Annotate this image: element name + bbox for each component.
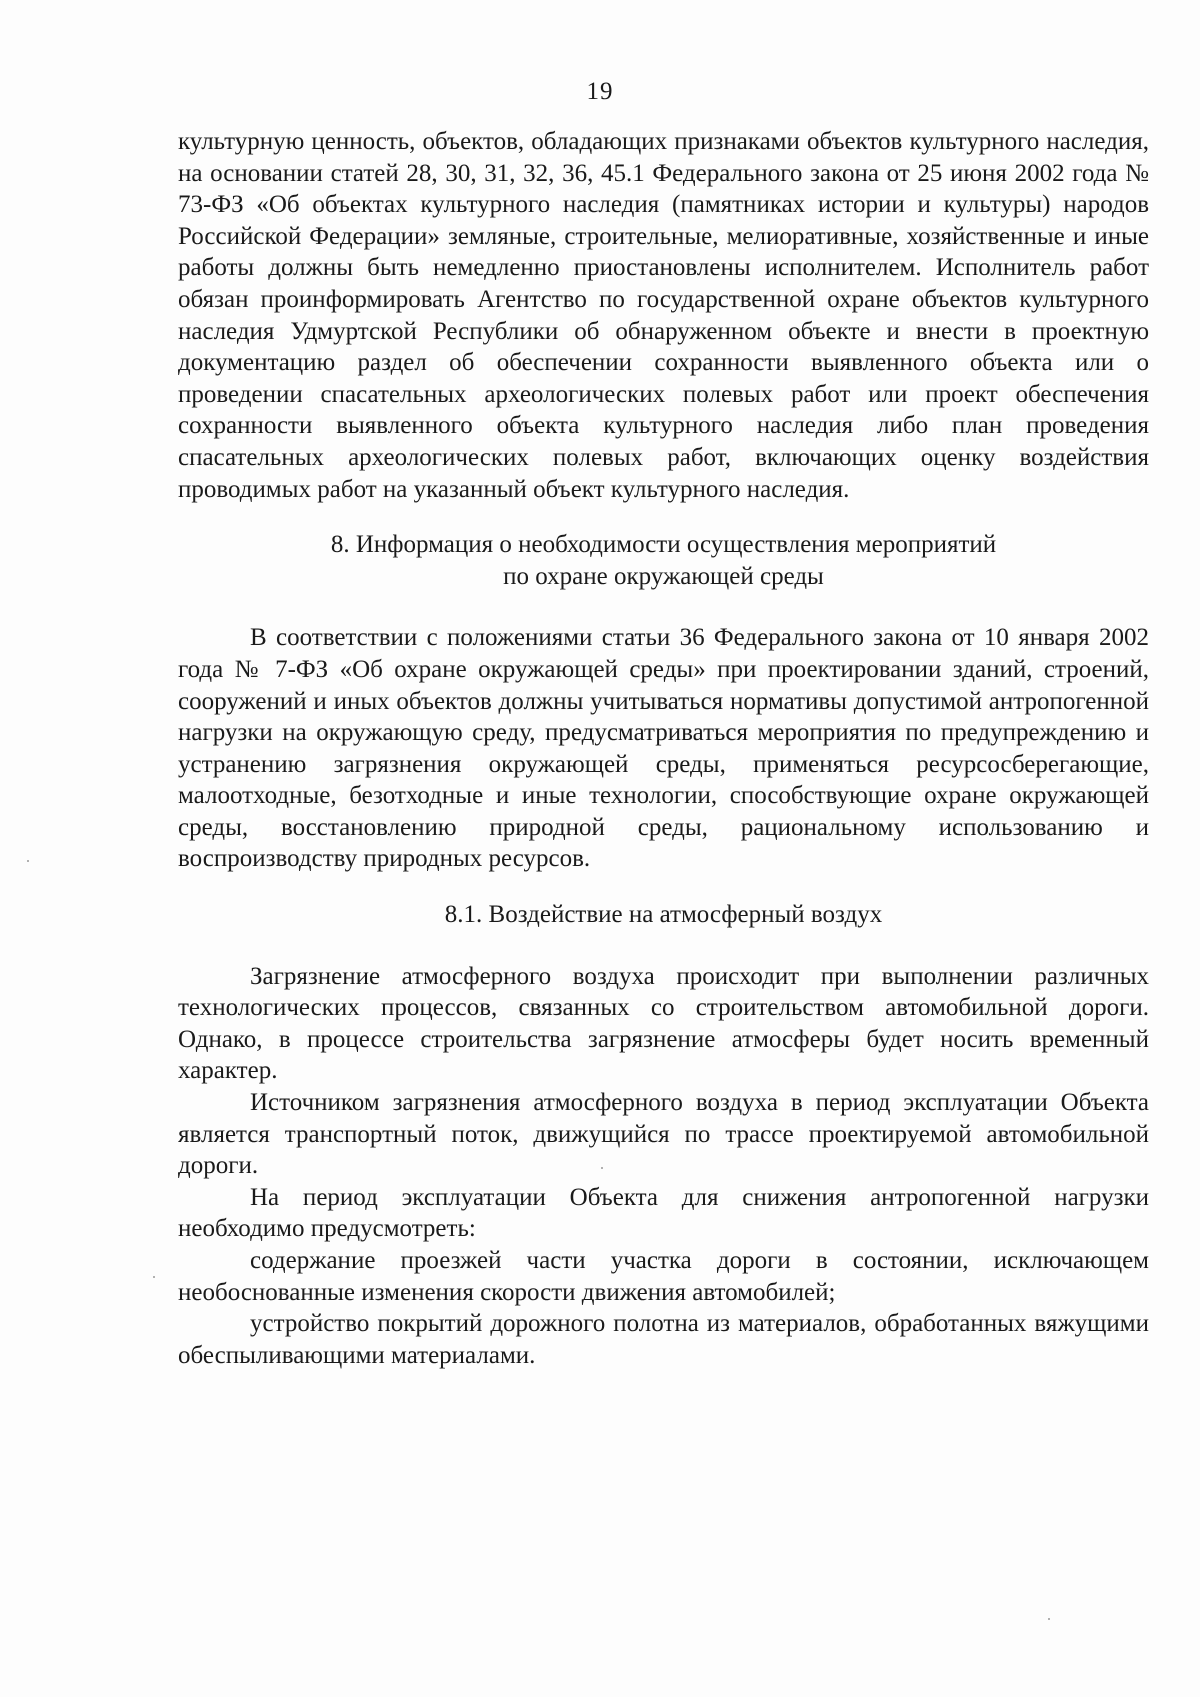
scan-speck: [601, 1167, 603, 1169]
section-8-paragraph: В соответствии с положениями статьи 36 Федерального закона от 10 января 2002 года № 7-ФЗ «Об охране окружающей среды» при проектировании зданий, строений, сооружений и иных объектов должны учитываться нормативы допустимой антропогенной нагрузки на окружающую среду, предусматриваться мероприятия по предупреждению и устранению загрязнения окружающей среды, применяться ресурсосберегающие, малоотходные, безотходные и иные технологии, способствующие охране окружающей среды, восстановлению природной среды, рациональному использованию и воспроизводству природных ресурсов.: [178, 624, 1149, 873]
scan-speck: [153, 1276, 155, 1278]
section-8-heading: [178, 529, 1149, 592]
section-8-1-list-item: устройство покрытий дорожного полотна из материалов, обработанных вяжущими обеспыливающими материалами.: [178, 1310, 1149, 1369]
section-8-1-heading: 8.1. Воздействие на атмосферный воздух: [444, 901, 883, 929]
page-number: 19: [586, 78, 614, 105]
section-8-heading-line-2: по охране окружающей среды: [503, 562, 824, 590]
section-8-1-paragraph: Источником загрязнения атмосферного воздуха в период эксплуатации Объекта является транспортный поток, движущийся по трассе проектируемой автомобильной дороги.: [178, 1089, 1149, 1180]
section-8-1-paragraph: На период эксплуатации Объекта для снижения антропогенной нагрузки необходимо предусмотреть:: [178, 1183, 1149, 1243]
section-8-1-list-item: содержание проезжей части участка дороги в состоянии, исключающем необоснованные изменения скорости движения автомобилей;: [178, 1247, 1149, 1306]
continuation-paragraph: культурную ценность, объектов, обладающих признаками объектов культурного наследия, на основании статей 28, 30, 31, 32, 36, 45.1 Федерального закона от 25 июня 2002 года № 73-ФЗ «Об объектах культурного наследия (памятниках истории и культуры) народов Российской Федерации» земляные, строительные, мелиоративные, хозяйственные и иные работы должны быть немедленно приостановлены исполнителем. Исполнитель работ обязан проинформировать Агентство по государственной охране объектов культурного наследия Удмуртской Республики об обнаруженном объекте и внести в проектную документацию раздел об обеспечении сохранности выявленного объекта или о проведении спасательных археологических полевых работ или проект обеспечения сохранности выявленного объекта культурного наследия либо план проведения спасательных археологических полевых работ, включающих оценку воздействия проводимых работ на указанный объект культурного наследия.: [178, 128, 1149, 503]
section-8-heading-line-1: 8. Информация о необходимости осуществления мероприятий: [330, 531, 997, 559]
document-body: [178, 126, 1149, 1371]
scan-speck: [1048, 1618, 1050, 1620]
section-8-1-paragraph: Загрязнение атмосферного воздуха происходит при выполнении различных технологических процессов, связанных со строительством автомобильной дороги. Однако, в процессе строительства загрязнение атмосферы будет носить временный характер.: [178, 962, 1149, 1085]
scan-speck: [27, 860, 29, 862]
